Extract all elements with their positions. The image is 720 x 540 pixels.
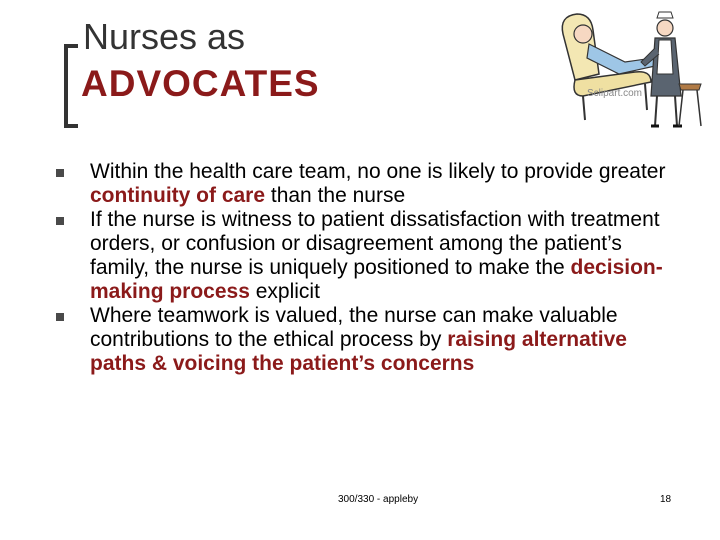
body-text: If the nurse is witness to patient dissatisfaction with treatment orders, or confusion or disagreement among the patient’s family, the nurse is uniquely positioned to make the xyxy=(90,208,660,279)
square-bullet-icon xyxy=(56,313,64,321)
emphasis-text: continuity of care xyxy=(90,184,266,207)
square-bullet-icon xyxy=(56,169,64,177)
bullet-item xyxy=(48,304,678,376)
bullet-list xyxy=(48,160,678,376)
clipart-watermark: Sclipart.com xyxy=(587,88,643,99)
square-bullet-icon xyxy=(56,217,64,225)
body-text: than the nurse xyxy=(265,184,406,207)
body-text: Where teamwork is valued, the nurse can make valuable contributions to the ethical process by xyxy=(90,304,618,351)
bullet-item xyxy=(48,208,678,304)
emphasis-text: raising alternative paths & voicing the patient’s concerns xyxy=(90,328,627,375)
footer-page-number: 18 xyxy=(660,494,672,505)
emphasis-text: decision-making process xyxy=(90,256,663,303)
title-line-1: Nurses as xyxy=(83,16,246,57)
title-bracket xyxy=(64,44,78,128)
body-text: Within the health care team, no one is likely to provide greater xyxy=(90,160,666,183)
footer-course: 300/330 - appleby xyxy=(338,494,419,505)
body-text: explicit xyxy=(249,280,320,303)
title-line-2: ADVOCATES xyxy=(81,63,320,104)
nurse-with-patient-clipart xyxy=(555,4,705,132)
bullet-item xyxy=(48,160,678,208)
